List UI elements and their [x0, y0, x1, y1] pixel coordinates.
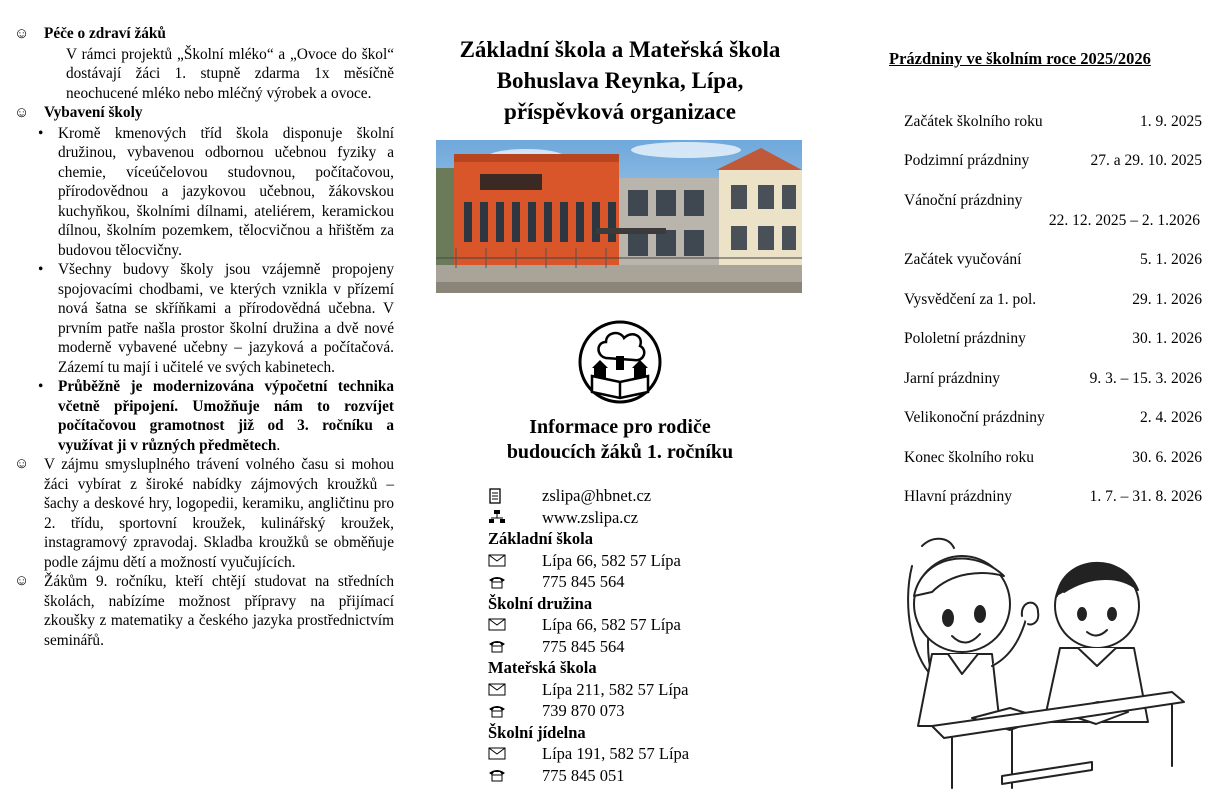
- smiley-icon: ☺: [14, 573, 30, 589]
- contact-heading: Základní škola: [488, 529, 594, 548]
- holiday-row: [904, 290, 1202, 310]
- equipment-list: [14, 124, 394, 456]
- info-title-line: Informace pro rodiče: [529, 416, 711, 438]
- web-link[interactable]: www.zslipa.cz: [542, 507, 639, 527]
- network-icon: [488, 509, 542, 525]
- phone-text: 775 845 051: [542, 765, 625, 785]
- address-row: [488, 550, 804, 572]
- section-health: [14, 24, 394, 45]
- envelope-icon: [488, 554, 542, 567]
- school-title-line: Základní škola a Mateřská škola: [459, 37, 781, 62]
- phone-text: 775 845 564: [542, 572, 625, 591]
- phone-icon: [488, 639, 542, 653]
- section-equipment: [14, 103, 394, 124]
- holiday-label: Hlavní prázdniny: [904, 488, 1013, 505]
- smiley-icon: ☺: [14, 26, 30, 42]
- envelope-icon: [488, 683, 542, 696]
- school-title-line: příspěvková organizace: [504, 99, 736, 124]
- holiday-label: Jarní prázdniny: [904, 369, 1000, 387]
- holiday-label: Podzimní prázdniny: [904, 152, 1030, 169]
- school-logo: [436, 318, 804, 411]
- address-row: [488, 614, 804, 636]
- list-item: • Kromě kmenových tříd škola disponuje školní družinou, vybavenou odbornou učebnou fyziky a chemie, víceúčelovou studovnou, počítačovou, přírodovědnou a jazykovou učebnou, žákovskou kuchyňkou, školními dílnami, ateliérem, keramickou dílnou, školním pozemkem, tělocvičnou a hřištěm za budovou tělocvičny.: [14, 124, 394, 261]
- school-title: [436, 34, 804, 127]
- list-item-end: .: [276, 436, 281, 454]
- holiday-date: 27. a 29. 10. 2025: [1090, 152, 1202, 169]
- contact-heading: Školní družina: [488, 593, 593, 613]
- holiday-label: Velikonoční prázdniny: [904, 409, 1045, 426]
- holiday-row: [904, 487, 1202, 507]
- holiday-row: [904, 408, 1202, 428]
- phone-row: [488, 765, 804, 787]
- holiday-date: 30. 1. 2026: [1132, 330, 1202, 347]
- section-clubs-text: V zájmu smysluplného trávení volného času si mohou žáci vybírat z široké nabídky zájmových kroužků – šachy a deskové hry, logopedii, keramiku, angličtinu pro 2. třídu, sportovní kroužek, kulinářský kroužek, instagramový zpravodaj. Skladba kroužků se obměňuje podle zájmu dětí a možností vyučujících.: [44, 456, 394, 571]
- email-link[interactable]: zslipa@hbnet.cz: [542, 486, 652, 505]
- contact-block: [488, 485, 804, 786]
- holiday-row: [904, 329, 1202, 349]
- holiday-label: Začátek školního roku: [904, 112, 1043, 130]
- phone-icon: [488, 575, 542, 589]
- phone-icon: [488, 768, 542, 782]
- school-logo-icon: [578, 318, 662, 406]
- holiday-row: [904, 191, 1200, 231]
- section-exam-prep: [14, 572, 394, 650]
- holiday-date: 2. 4. 2026: [1140, 409, 1202, 426]
- address-row: [488, 743, 804, 765]
- contact-heading: Školní jídelna: [488, 722, 586, 742]
- section-health-body: V rámci projektů „Školní mléko“ a „Ovoce do škol“ dostávají žáci 1. stupně zdarma 1x měsíčně neochucené mléko nebo mléčný výrobek a ovoce.: [66, 45, 394, 102]
- holidays-title: Prázdniny ve školním roce 2025/2026: [889, 49, 1151, 68]
- envelope-icon: [488, 618, 542, 631]
- phone-text: 739 870 073: [542, 701, 625, 720]
- holiday-date: 29. 1. 2026: [1132, 290, 1202, 308]
- smiley-icon: ☺: [14, 456, 30, 472]
- holiday-row: [904, 250, 1202, 270]
- section-exam-prep-text: Žákům 9. ročníku, kteří chtějí studovat na středních školách, nabízíme možnost přípravy na přijímací zkoušky z matematiky a českého jazyka prostřednictvím seminářů.: [44, 573, 394, 649]
- phone-text: 775 845 564: [542, 636, 625, 656]
- middle-column: [436, 34, 804, 786]
- phone-icon: [488, 704, 542, 718]
- holiday-row: [904, 151, 1202, 171]
- address-row: [488, 679, 804, 701]
- holiday-date: 1. 9. 2025: [1140, 112, 1202, 130]
- contact-heading: Mateřská škola: [488, 658, 597, 677]
- address-text: Lípa 66, 582 57 Lípa: [542, 615, 681, 634]
- holiday-date: 1. 7. – 31. 8. 2026: [1089, 488, 1202, 505]
- children-illustration: [892, 526, 1192, 792]
- holiday-date: 9. 3. – 15. 3. 2026: [1089, 369, 1202, 387]
- section-clubs: [14, 455, 394, 572]
- holiday-label: Začátek vyučování: [904, 251, 1022, 268]
- email-row: [488, 485, 804, 507]
- holiday-date: 30. 6. 2026: [1132, 448, 1202, 466]
- list-item: [14, 377, 394, 455]
- right-column: [886, 48, 1206, 507]
- list-item: • Všechny budovy školy jsou vzájemně propojeny spojovacími chodbami, ve kterých vznikla v přízemí nová šatna se skříňkami a přírodovědná učebna. V prvním patře našla prostor školní družina a dvě nové moderně vybavené učebny – jazyková a počítačová. Zázemí tu mají i učitelé ve svých kabinetech.: [14, 260, 394, 377]
- holiday-label: Vánoční prázdniny: [904, 191, 1023, 209]
- holiday-date: 22. 12. 2025 – 2. 1.2026: [1048, 211, 1200, 229]
- info-title-line: budoucích žáků 1. ročníku: [506, 441, 734, 463]
- smiley-icon: ☺: [14, 105, 30, 121]
- phone-row: [488, 636, 804, 658]
- section-health-title: Péče o zdraví žáků: [44, 25, 166, 42]
- envelope-icon: [488, 747, 542, 760]
- holiday-label: Pololetní prázdniny: [904, 330, 1026, 347]
- holiday-label: Konec školního roku: [904, 448, 1035, 466]
- document-icon: [488, 488, 542, 504]
- phone-row: [488, 571, 804, 593]
- school-title-line: Bohuslava Reynka, Lípa,: [496, 68, 744, 93]
- holiday-row: [904, 448, 1202, 468]
- left-column: [14, 24, 394, 650]
- info-title: [436, 415, 804, 465]
- school-building-photo: [436, 140, 802, 293]
- phone-row: [488, 700, 804, 722]
- holiday-label: Vysvědčení za 1. pol.: [904, 290, 1037, 308]
- holiday-row: [904, 369, 1202, 389]
- list-item-bold-text: Průběžně je modernizována výpočetní technika včetně připojení. Umožňuje nám to rozvíjet počítačovou gramotnost již od 3. ročníku a využívat ji v různých předmětech: [58, 378, 394, 454]
- address-text: Lípa 211, 582 57 Lípa: [542, 679, 689, 699]
- address-text: Lípa 66, 582 57 Lípa: [542, 550, 681, 570]
- holiday-row: [904, 112, 1202, 132]
- web-row: [488, 507, 804, 529]
- section-equipment-title: Vybavení školy: [44, 104, 143, 121]
- address-text: Lípa 191, 582 57 Lípa: [542, 744, 690, 763]
- holiday-date: 5. 1. 2026: [1140, 251, 1202, 268]
